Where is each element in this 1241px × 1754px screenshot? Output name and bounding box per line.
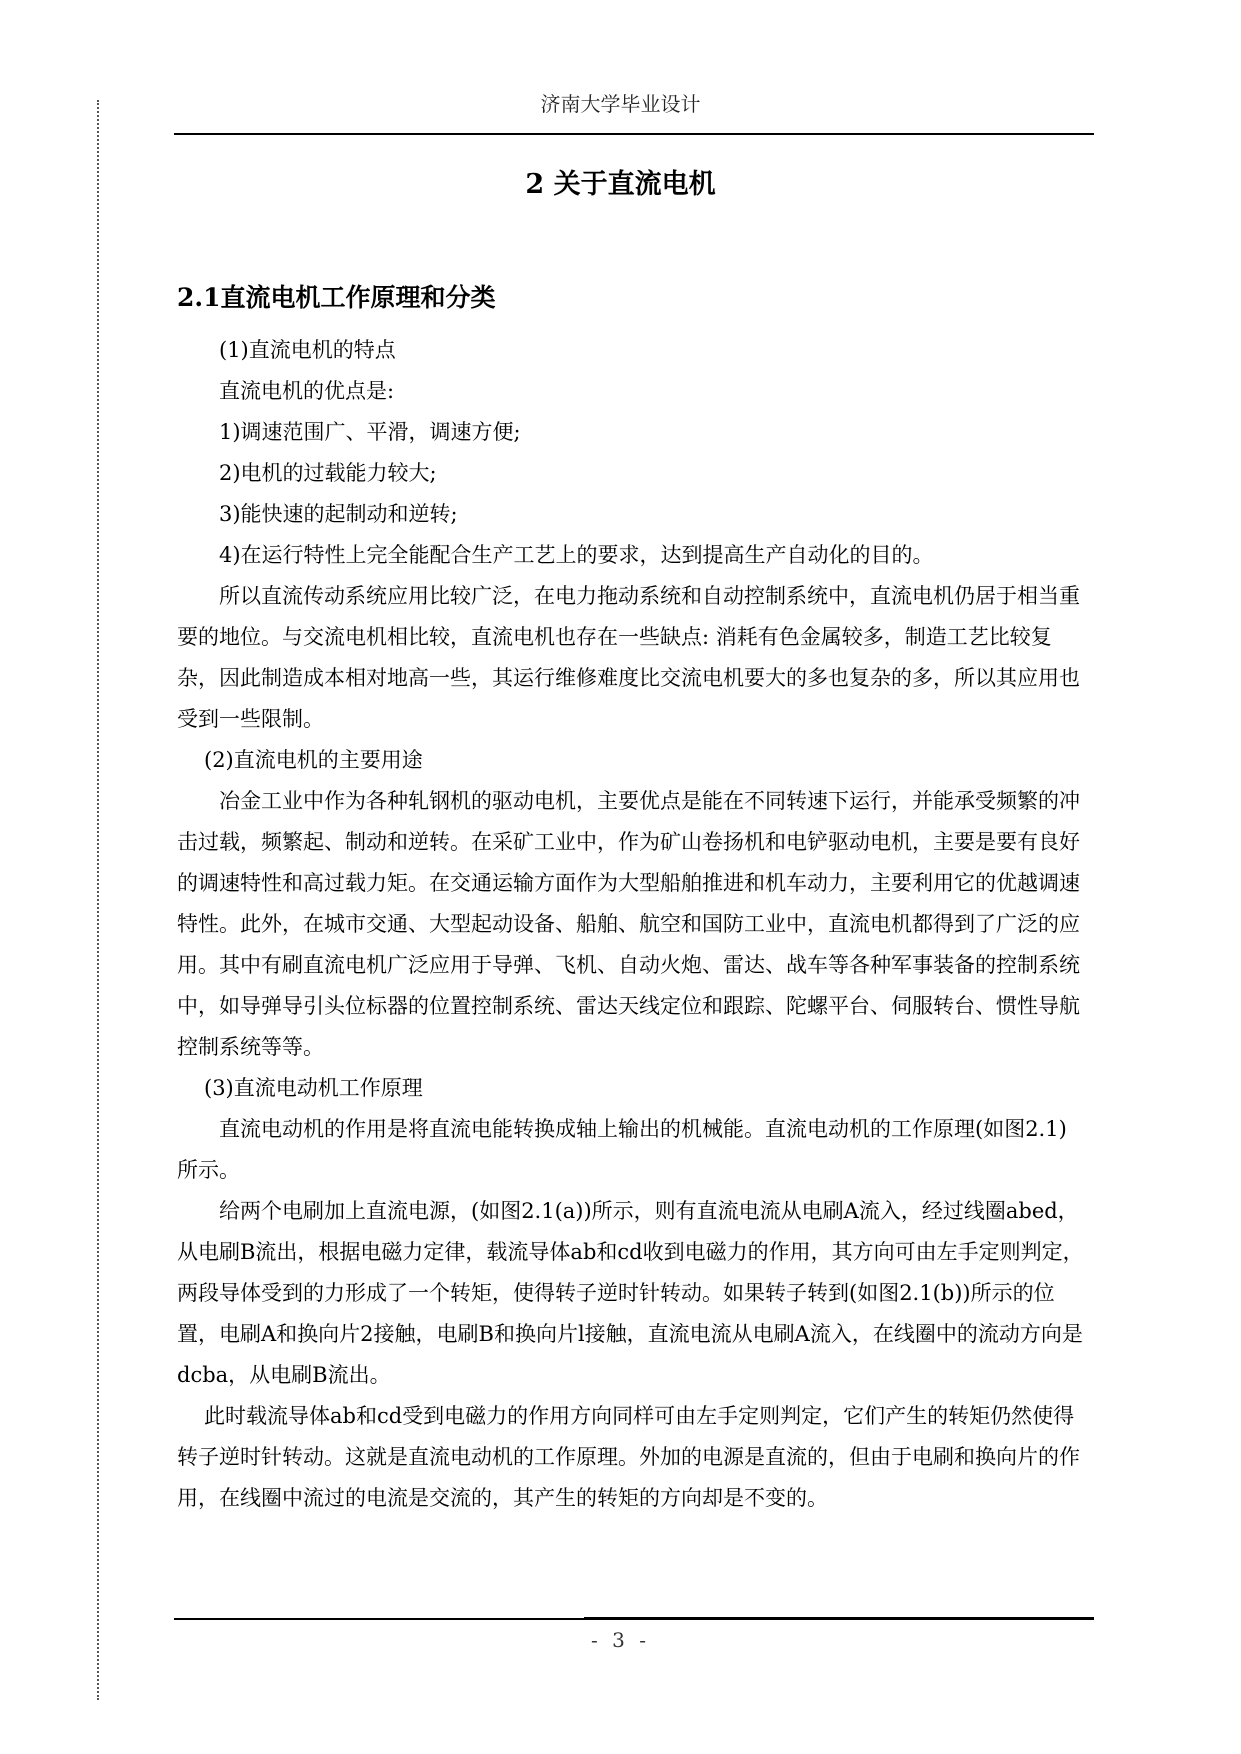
list-item: 4)在运行特性上完全能配合生产工艺上的要求，达到提高生产自动化的目的。 <box>219 543 934 567</box>
subheading-uses: (2)直流电机的主要用途 <box>204 748 423 772</box>
header-rule <box>174 133 1094 135</box>
paragraph: 直流电动机的作用是将直流电能转换成轴上输出的机械能。直流电动机的工作原理(如图2.1)所示。 <box>177 1117 1067 1182</box>
list-item: 2)电机的过载能力较大; <box>219 461 437 485</box>
section-title: 2.1直流电机工作原理和分类 <box>177 283 496 312</box>
subheading-principle: (3)直流电动机工作原理 <box>204 1076 423 1100</box>
chapter-title: 2 关于直流电机 <box>525 169 716 200</box>
page-number: - 3 - <box>591 1628 650 1652</box>
list-item: 3)能快速的起制动和逆转; <box>219 502 458 526</box>
footer-rule-accent <box>584 1617 1094 1620</box>
list-item: 1)调速范围广、平滑，调速方便; <box>219 420 521 444</box>
binding-line <box>97 100 99 1700</box>
paragraph: 直流电机的优点是: <box>219 379 395 403</box>
paragraph: 冶金工业中作为各种轧钢机的驱动电机，主要优点是能在不同转速下运行，并能承受频繁的冲击过载，频繁起、制动和逆转。在采矿工业中，作为矿山卷扬机和电铲驱动电机，主要是要有良好的调速特性和高过载力矩。在交通运输方面作为大型船舶推进和机车动力，主要利用它的优越调速特性。此外，在城市交通、大型起动设备、船舶、航空和国防工业中，直流电机都得到了广泛的应用。其中有刷直流电机广泛应用于导弹、飞机、自动火炮、雷达、战车等各种军事装备的控制系统中，如导弹导引头位标器的位置控制系统、雷达天线定位和跟踪、陀螺平台、伺服转台、惯性导航控制系统等等。 <box>177 789 1080 1059</box>
body-text <box>177 330 1087 1519</box>
paragraph: 给两个电刷加上直流电源，(如图2.1(a))所示，则有直流电流从电刷A流入，经过线圈abed，从电刷B流出，根据电磁力定律，载流导体ab和cd收到电磁力的作用，其方向可由左手定则判定，两段导体受到的力形成了一个转矩，使得转子逆时针转动。如果转子转到(如图2.1(b))所示的位置，电刷A和换向片2接触，电刷B和换向片l接触，直流电流从电刷A流入，在线圈中的流动方向是dcba，从电刷B流出。 <box>177 1199 1084 1387</box>
subheading-features: (1)直流电机的特点 <box>219 338 396 362</box>
paragraph: 所以直流传动系统应用比较广泛，在电力拖动系统和自动控制系统中，直流电机仍居于相当重要的地位。与交流电机相比较，直流电机也存在一些缺点: 消耗有色金属较多，制造工艺比较复杂，因此制造成本相对地高一些，其运行维修难度比交流电机要大的多也复杂的多，所以其应用也受到一些限制。 <box>177 584 1080 731</box>
header-title: 济南大学毕业设计 <box>540 92 701 116</box>
paragraph: 此时载流导体ab和cd受到电磁力的作用方向同样可由左手定则判定，它们产生的转矩仍然使得转子逆时针转动。这就是直流电动机的工作原理。外加的电源是直流的，但由于电刷和换向片的作用，在线圈中流过的电流是交流的，其产生的转矩的方向却是不变的。 <box>177 1404 1080 1510</box>
